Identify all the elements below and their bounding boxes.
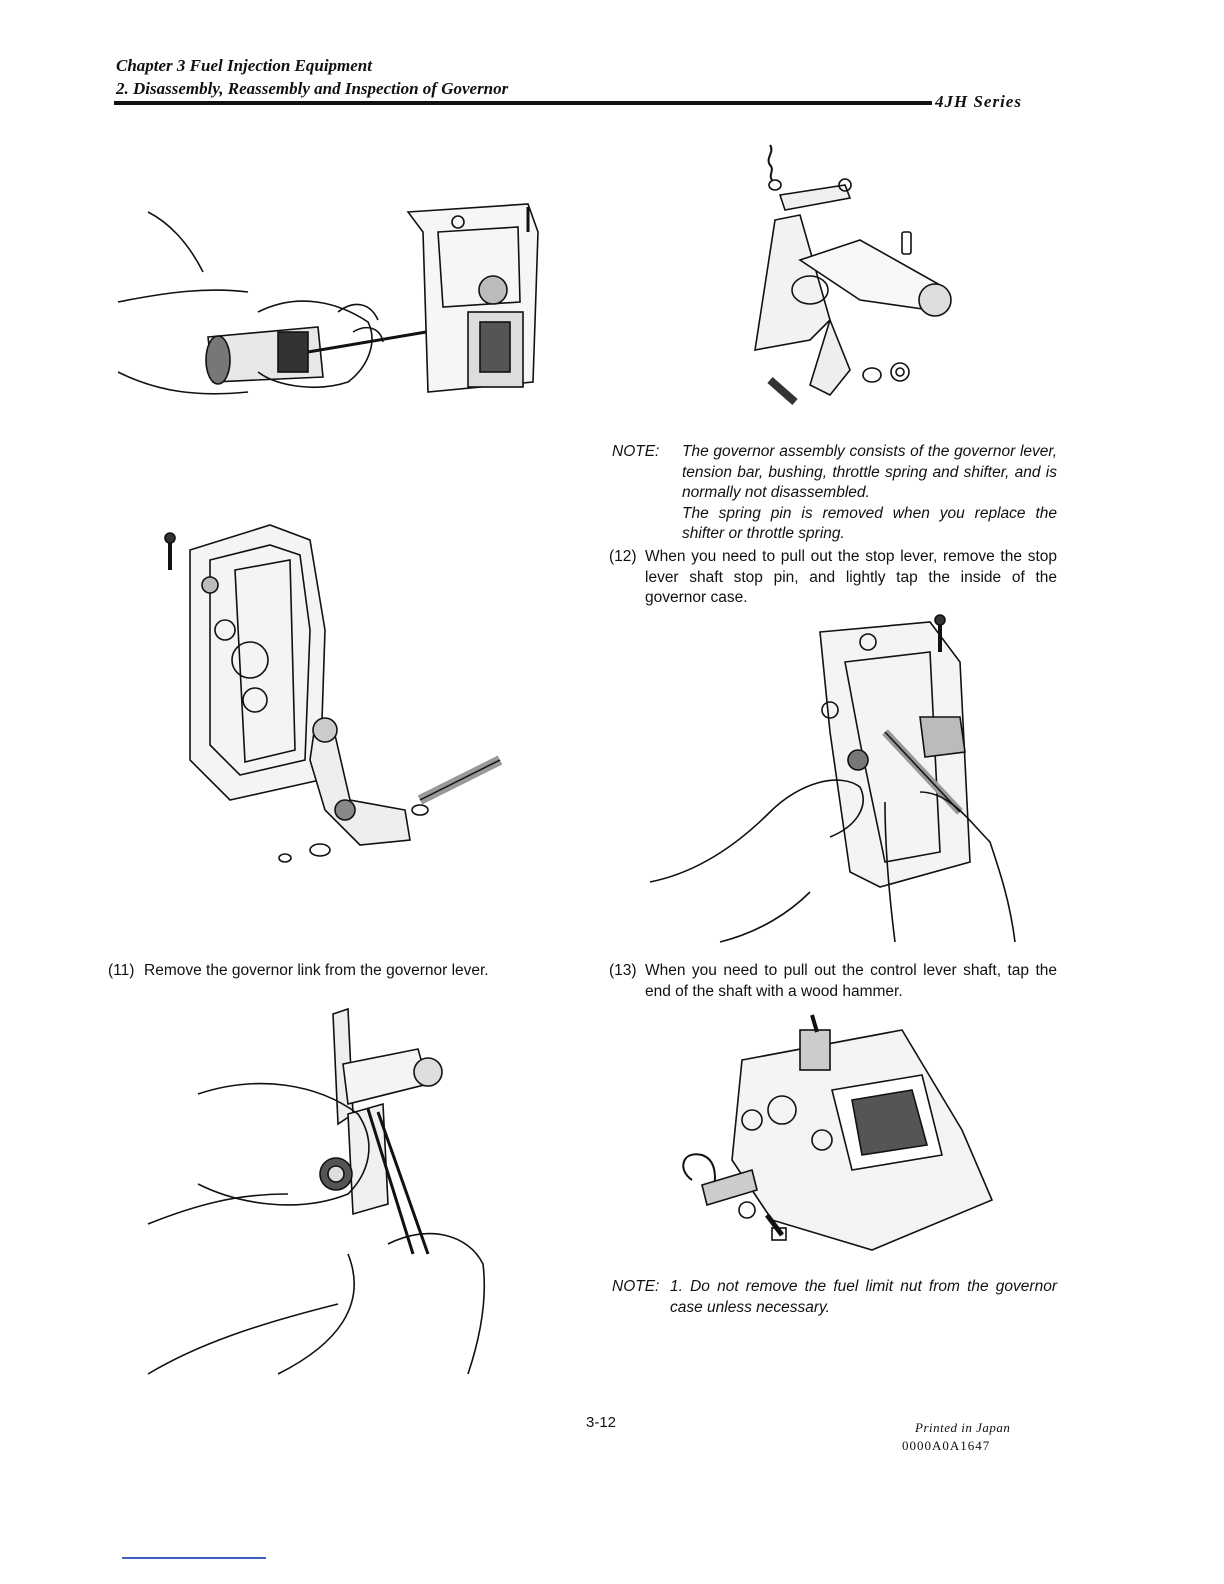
header-rule bbox=[114, 101, 932, 105]
note-line: The spring pin is removed when you replace the shifter or throttle spring. bbox=[682, 504, 1057, 542]
step-text: When you need to pull out the stop lever, remove the stop lever shaft stop pin, and lightly tap the inside of the governor case. bbox=[645, 548, 1057, 606]
note-body: 1. Do not remove the fuel limit nut from the governor case unless necessary. bbox=[670, 1278, 1057, 1316]
note-body bbox=[682, 442, 1057, 545]
note-label: NOTE: bbox=[612, 443, 660, 460]
page-number: 3-12 bbox=[586, 1414, 617, 1431]
footer-underline bbox=[122, 1557, 266, 1559]
series-label: 4JH Series bbox=[935, 92, 1022, 111]
step-11 bbox=[108, 961, 568, 985]
step-number: (13) bbox=[609, 962, 637, 979]
note-fuel-limit-nut bbox=[612, 1277, 1057, 1321]
figure-pliers-governor-link bbox=[138, 1004, 518, 1382]
step-number: (11) bbox=[108, 962, 135, 979]
chapter-title: Chapter 3 Fuel Injection Equipment bbox=[116, 56, 372, 75]
figure-governor-lever-assembly bbox=[740, 140, 1000, 410]
step-12 bbox=[609, 547, 1057, 611]
step-text: When you need to pull out the control lever shaft, tap the end of the shaft with a wood hammer. bbox=[645, 962, 1057, 1000]
note-governor-assembly bbox=[612, 442, 1057, 547]
document-code: 0000A0A1647 bbox=[902, 1438, 991, 1453]
figure-stop-lever-removal bbox=[640, 612, 1030, 947]
step-text: Remove the governor link from the governor lever. bbox=[144, 962, 489, 979]
step-13 bbox=[609, 961, 1057, 1005]
step-number: (12) bbox=[609, 548, 637, 565]
note-line: The governor assembly consists of the governor lever, tension bar, bushing, throttle spring and shifter, and is normally not disassembled. bbox=[682, 443, 1057, 501]
figure-control-lever-shaft bbox=[672, 1010, 1002, 1255]
figure-screwdriver-removal bbox=[108, 192, 558, 417]
printed-in-label: Printed in Japan bbox=[915, 1420, 1011, 1435]
section-title: 2. Disassembly, Reassembly and Inspection of Governor bbox=[116, 79, 509, 98]
note-label: NOTE: bbox=[612, 1278, 660, 1295]
figure-governor-case-exploded bbox=[150, 510, 540, 870]
